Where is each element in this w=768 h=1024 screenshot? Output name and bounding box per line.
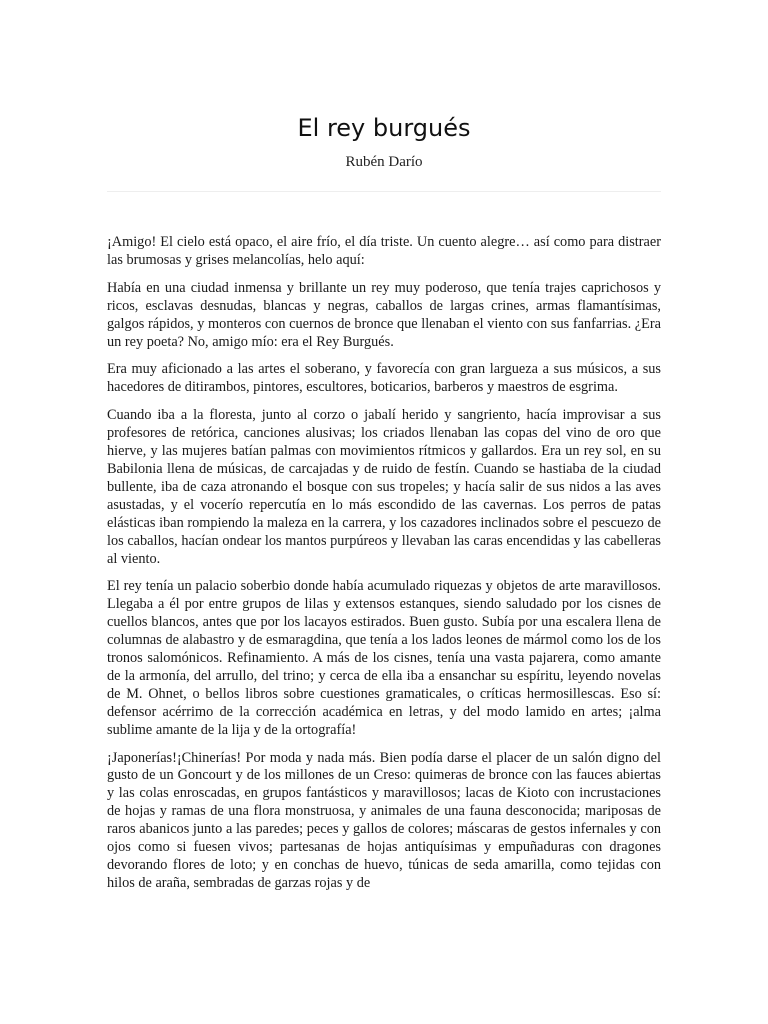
paragraph: El rey tenía un palacio soberbio donde había acumulado riquezas y objetos de arte maravillosos. Llegaba a él por entre grupos de lilas y extensos estanques, siendo saludado por los cisnes de cuellos blancos, antes que por los lacayos estirados. Buen gusto. Subía por una escalera llena de columnas de alabastro y de esmaragdina, que tenía a los lados leones de mármol como los de los tronos salomónicos. Refinamiento. A más de los cisnes, tenía una vasta pajarera, como amante de la armonía, del arrullo, del trino; y cerca de ella iba a ensanchar su espíritu, leyendo novelas de M. Ohnet, o bellos libros sobre cuestiones gramaticales, o críticas hermosillescas. Eso sí: defensor acérrimo de la corrección académica en letras, y del modo lamido en artes; ¡alma sublime amante de la lija y de la ortografía! <box>107 578 661 738</box>
paragraph: Había en una ciudad inmensa y brillante un rey muy poderoso, que tenía trajes caprichosos y ricos, esclavas desnudas, blancas y negras, caballos de largas crines, armas flamantísimas, galgos rápidos, y monteros con cuernos de bronce que llenaban el viento con sus fanfarrias. ¿Era un rey poeta? No, amigo mío: era el Rey Burgués. <box>107 279 661 350</box>
document-body <box>107 234 661 903</box>
paragraph: Era muy aficionado a las artes el soberano, y favorecía con gran largueza a sus músicos, a sus hacedores de ditirambos, pintores, escultores, boticarios, barberos y maestros de esgrima. <box>107 361 661 396</box>
paragraph: ¡Amigo! El cielo está opaco, el aire frío, el día triste. Un cuento alegre… así como para distraer las brumosas y grises melancolías, helo aquí: <box>107 234 661 268</box>
paragraph: Cuando iba a la floresta, junto al corzo o jabalí herido y sangriento, hacía improvisar a sus profesores de retórica, canciones alusivas; los criados llenaban las copas del vino de oro que hierve, y las mujeres batían palmas con movimientos rítmicos y gallardos. Era un rey sol, en su Babilonia llena de músicas, de carcajadas y de ruido de festín. Cuando se hastiaba de la ciudad bullente, iba de caza atronando el bosque con sus tropeles; y hacía salir de sus nidos a las aves asustadas, y el vocerío repercutía en lo más escondido de las cavernas. Los perros de patas elásticas iban rompiendo la maleza en la carrera, y los cazadores inclinados sobre el pescuezo de los caballos, hacían ondear los mantos purpúreos y llevaban las caras encendidas y las cabelleras al viento. <box>107 407 661 567</box>
header-divider <box>107 191 661 192</box>
document-title: El rey burgués <box>297 114 471 142</box>
paragraph: ¡Japonerías!¡Chinerías! Por moda y nada más. Bien podía darse el placer de un salón digno del gusto de un Goncourt y de los millones de un Creso: quimeras de bronce con las fauces abiertas y las colas enroscadas, en grupos fantásticos y maravillosos; lacas de Kioto con incrustaciones de hojas y ramas de una flora monstruosa, y animales de una fauna desconocida; mariposas de raros abanicos junto a las paredes; peces y gallos de colores; máscaras de gestos infernales y con ojos como si fuesen vivos; partesanas de hojas antiquísimas y empuñaduras con dragones devorando flores de loto; y en conchas de huevo, túnicas de seda amarilla, como tejidas con hilos de araña, sembradas de garzas rojas y de <box>107 749 661 891</box>
document-author: Rubén Darío <box>345 154 423 170</box>
